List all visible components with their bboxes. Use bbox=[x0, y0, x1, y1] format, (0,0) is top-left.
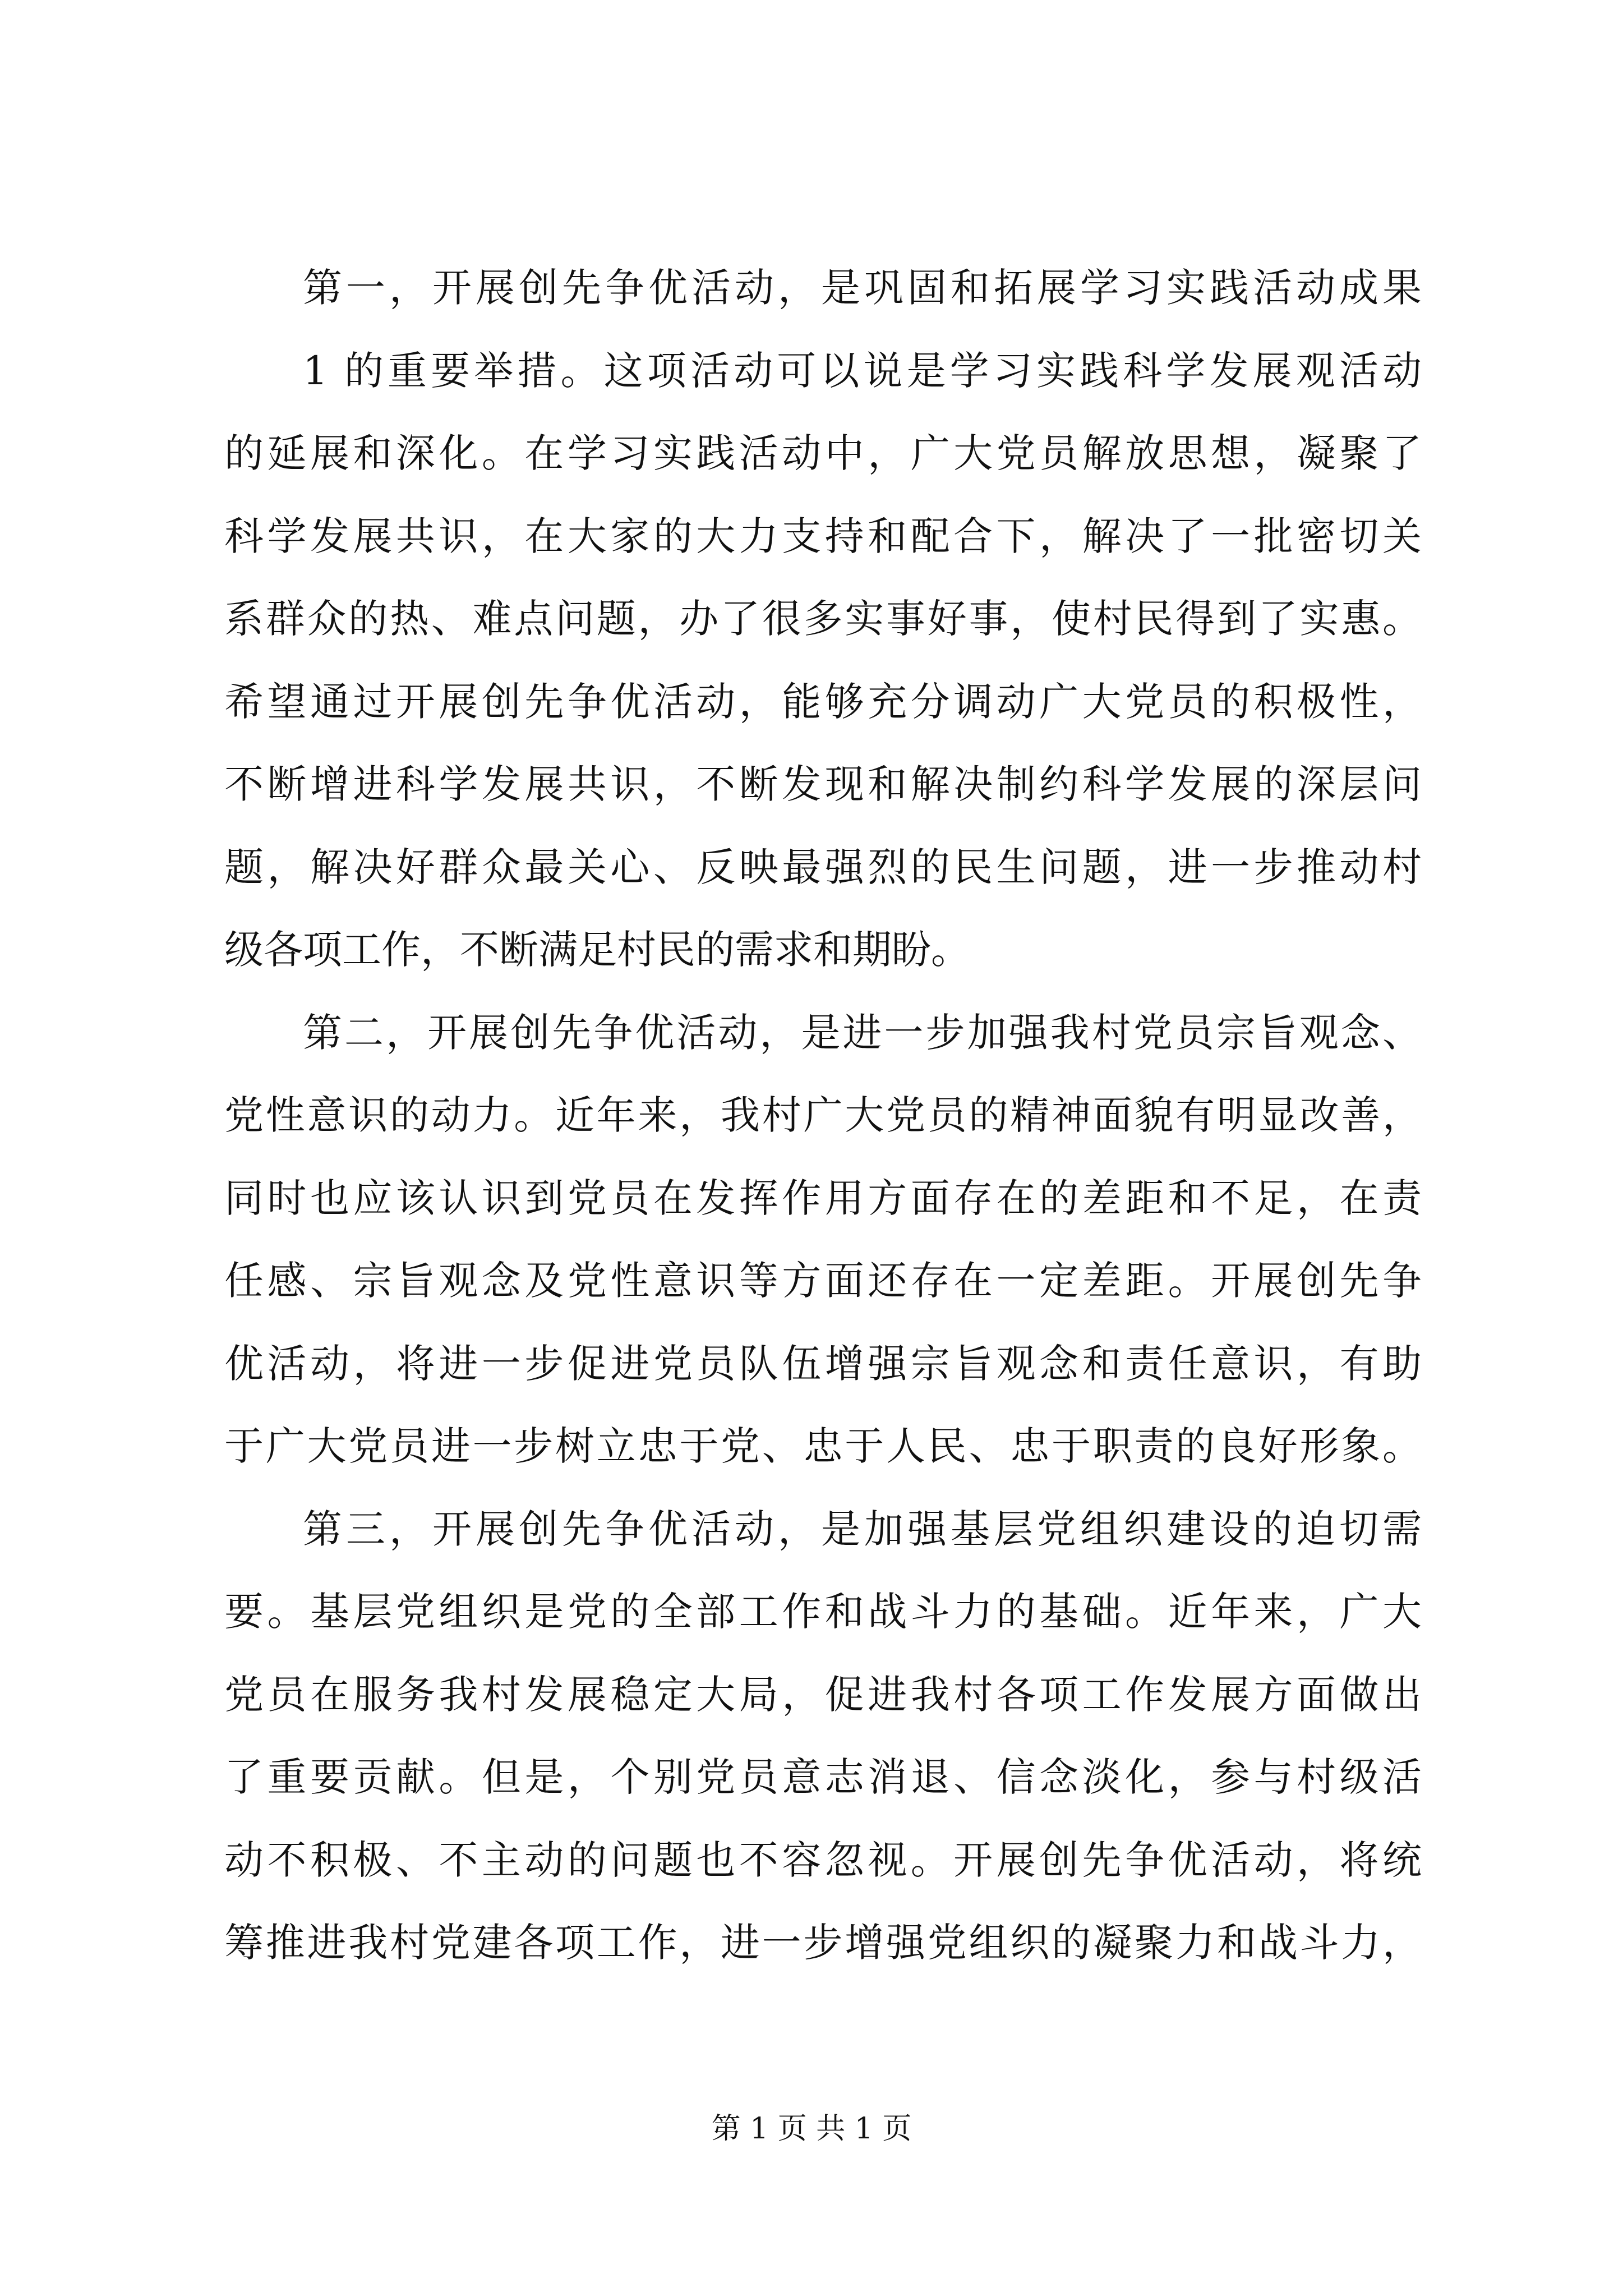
document-body bbox=[224, 247, 1422, 1985]
page-number-label: 第 1 页 共 1 页 bbox=[711, 2112, 912, 2146]
text-line: 党性意识的动力。近年来，我村广大党员的精神面貌有明显改善， bbox=[224, 1092, 1422, 1138]
text-line: 了重要贡献。但是，个别党员意志消退、信念淡化，参与村级活 bbox=[224, 1754, 1422, 1800]
text-line: 优活动，将进一步促进党员队伍增强宗旨观念和责任意识，有助 bbox=[224, 1340, 1422, 1387]
text-line: 级各项工作，不断满足村民的需求和期盼。 bbox=[224, 927, 970, 973]
text-line: 任感、宗旨观念及党性意识等方面还存在一定差距。开展创先争 bbox=[224, 1258, 1422, 1304]
text-line: 1 的重要举措。这项活动可以说是学习实践科学发展观活动 bbox=[303, 347, 1422, 394]
text-line: 题，解决好群众最关心、反映最强烈的民生问题，进一步推动村 bbox=[224, 844, 1422, 890]
text-line: 希望通过开展创先争优活动，能够充分调动广大党员的积极性， bbox=[224, 678, 1422, 725]
text-line: 党员在服务我村发展稳定大局，促进我村各项工作发展方面做出 bbox=[224, 1671, 1422, 1718]
text-line: 筹推进我村党建各项工作，进一步增强党组织的凝聚力和战斗力， bbox=[224, 1920, 1422, 1966]
page-footer bbox=[0, 2109, 1623, 2148]
text-line: 要。基层党组织是党的全部工作和战斗力的基础。近年来，广大 bbox=[224, 1589, 1422, 1635]
text-line: 第二，开展创先争优活动，是进一步加强我村党员宗旨观念、 bbox=[303, 1009, 1422, 1056]
text-line: 的延展和深化。在学习实践活动中，广大党员解放思想，凝聚了 bbox=[224, 430, 1422, 476]
text-line: 不断增进科学发展共识，不断发现和解决制约科学发展的深层问 bbox=[224, 761, 1422, 807]
text-line: 科学发展共识，在大家的大力支持和配合下，解决了一批密切关 bbox=[224, 513, 1422, 559]
text-line: 系群众的热、难点问题，办了很多实事好事，使村民得到了实惠。 bbox=[224, 596, 1422, 642]
text-line: 动不积极、不主动的问题也不容忽视。开展创先争优活动，将统 bbox=[224, 1837, 1422, 1883]
text-line: 同时也应该认识到党员在发挥作用方面存在的差距和不足，在责 bbox=[224, 1175, 1422, 1221]
text-line: 第一，开展创先争优活动，是巩固和拓展学习实践活动成果 bbox=[303, 265, 1422, 311]
text-line: 第三，开展创先争优活动，是加强基层党组织建设的迫切需 bbox=[303, 1506, 1422, 1552]
text-line: 于广大党员进一步树立忠于党、忠于人民、忠于职责的良好形象。 bbox=[224, 1423, 1422, 1469]
